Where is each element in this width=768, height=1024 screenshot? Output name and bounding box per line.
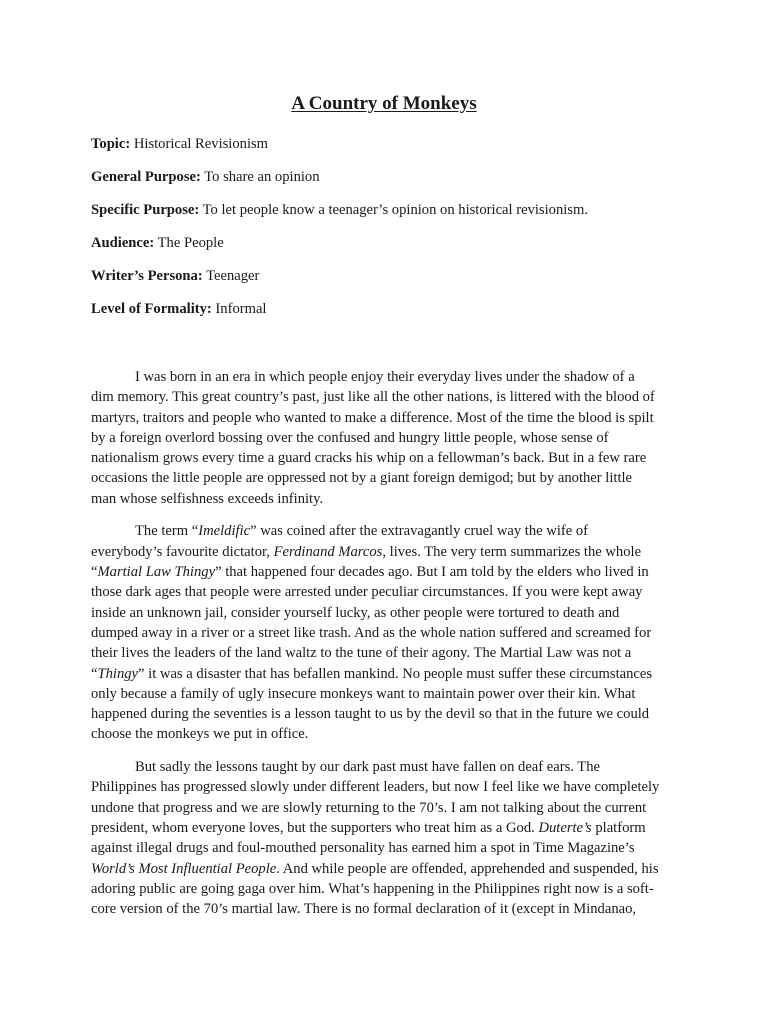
text-run: platform xyxy=(591,820,646,837)
text-run: against illegal drugs and foul-mouthed personality has earned him a spot in Time Magazine’s xyxy=(91,840,635,857)
text-run: “ xyxy=(91,564,98,581)
italic-text: Duterte’s xyxy=(538,820,592,837)
text-run: ” it was a disaster that has befallen mankind. No people must suffer these circumstances xyxy=(138,665,653,682)
paragraph-line xyxy=(91,387,661,407)
italic-text: Martial Law Thingy xyxy=(97,564,216,581)
text-run: dumped away in a river or a street like trash. And as the whole nation suffered and screamed for xyxy=(91,624,652,641)
essay-paragraph xyxy=(91,367,661,509)
meta-value: To share an opinion xyxy=(204,169,320,185)
text-run: those dark ages that people were arrested under peculiar circumstances. If you were kept away xyxy=(91,584,643,601)
text-run: Philippines has progressed slowly under different leaders, but now I feel like we have completely xyxy=(91,779,660,796)
meta-topic xyxy=(91,134,268,154)
text-run: man whose selfishness exceeds infinity. xyxy=(91,490,324,507)
meta-audience xyxy=(91,233,224,253)
meta-value: To let people know a teenager’s opinion on historical revisionism. xyxy=(202,202,588,218)
text-run: core version of the 70’s martial law. There is no formal declaration of it (except in Mindanao, xyxy=(91,901,637,918)
essay-paragraph xyxy=(91,757,661,919)
meta-label: Topic: xyxy=(91,136,131,152)
italic-text: World’s Most Influential People xyxy=(91,860,277,877)
paragraph-line xyxy=(91,603,661,623)
text-run: , lives. The very term summarizes the whole xyxy=(382,543,642,560)
paragraph-line xyxy=(91,777,661,797)
text-run: martyrs, traitors and people who wanted to make a difference. Most of the time the blood is spilt xyxy=(91,409,654,426)
text-run: But sadly the lessons taught by our dark past must have fallen on deaf ears. The xyxy=(135,759,600,776)
text-run: undone that progress and we are slowly returning to the 70’s. I am not talking about the current xyxy=(91,799,647,816)
text-run: . And while people are offended, apprehended and suspended, his xyxy=(276,860,659,877)
text-run: occasions the little people are oppressed not by a giant foreign demigod; but by another little xyxy=(91,470,633,487)
paragraph-line xyxy=(91,724,661,744)
paragraph-line xyxy=(91,664,661,684)
meta-label: Audience: xyxy=(91,235,155,251)
document-title: A Country of Monkeys xyxy=(291,93,477,114)
paragraph-line xyxy=(91,448,661,468)
italic-text: Ferdinand Marcos xyxy=(273,543,383,560)
paragraph-line xyxy=(91,859,661,879)
text-run: nationalism grows every time a guard cracks his whip on a fellowman’s back. But in a few rare xyxy=(91,450,647,467)
meta-specific-purpose xyxy=(91,200,588,220)
paragraph-line xyxy=(91,879,661,899)
italic-text: Thingy xyxy=(97,665,139,682)
italic-text: Imeldific xyxy=(198,523,251,540)
text-run: dim memory. This great country’s past, just like all the other nations, is littered with the blood of xyxy=(91,389,655,406)
paragraph-line xyxy=(91,468,661,488)
meta-value: Teenager xyxy=(206,268,260,284)
paragraph-line xyxy=(91,542,661,562)
meta-value: The People xyxy=(157,235,224,251)
text-run: ” that happened four decades ago. But I am told by the elders who lived in xyxy=(215,564,649,581)
paragraph-line xyxy=(91,818,661,838)
meta-level-of-formality xyxy=(91,299,266,319)
text-run: only because a family of ugly insecure monkeys want to maintain power over their kin. What xyxy=(91,685,636,702)
paragraph-line xyxy=(91,838,661,858)
paragraph-line xyxy=(91,408,661,428)
paragraph-line xyxy=(91,428,661,448)
text-run: everybody’s favourite dictator, xyxy=(91,543,274,560)
paragraph-line xyxy=(91,684,661,704)
text-run: I was born in an era in which people enjoy their everyday lives under the shadow of a xyxy=(135,369,635,385)
paragraph-line xyxy=(91,367,661,387)
paragraph-line xyxy=(91,643,661,663)
meta-value: Informal xyxy=(215,301,267,317)
paragraph-line xyxy=(91,582,661,602)
text-run: inside an unknown jail, consider yourself lucky, as other people were tortured to death and xyxy=(91,604,620,621)
text-run: The term “ xyxy=(135,523,199,540)
text-run: choose the monkeys we put in office. xyxy=(91,726,309,743)
paragraph-line xyxy=(91,757,661,777)
text-run: happened during the seventies is a lesson taught to us by the devil so that in the future we could xyxy=(91,706,650,723)
text-run: ” was coined after the extravagantly cruel way the wife of xyxy=(250,523,589,540)
meta-label: General Purpose: xyxy=(91,169,201,185)
meta-general-purpose xyxy=(91,167,320,187)
meta-label: Level of Formality: xyxy=(91,301,212,317)
meta-label: Writer’s Persona: xyxy=(91,268,203,284)
paragraph-line xyxy=(91,899,661,919)
paragraph-line xyxy=(91,623,661,643)
essay-paragraph xyxy=(91,521,661,744)
meta-writers-persona xyxy=(91,266,259,286)
meta-value: Historical Revisionism xyxy=(133,136,269,152)
paragraph-line xyxy=(91,798,661,818)
text-run: by a foreign overlord bossing over the confused and hungry little people, whose sense of xyxy=(91,429,609,446)
text-run: their lives the leaders of the land waltz to the tune of their agony. The Martial Law was not a xyxy=(91,645,632,662)
paragraph-line xyxy=(91,704,661,724)
meta-label: Specific Purpose: xyxy=(91,202,200,218)
paragraph-line xyxy=(91,562,661,582)
text-run: adoring public are going gaga over him. What’s happening in the Philippines right now is a soft- xyxy=(91,880,654,897)
paragraph-line xyxy=(91,489,661,509)
text-run: “ xyxy=(91,665,98,682)
paragraph-line xyxy=(91,521,661,541)
text-run: president, whom everyone loves, but the supporters who treat him as a God. xyxy=(91,820,539,837)
essay-body xyxy=(91,367,661,932)
